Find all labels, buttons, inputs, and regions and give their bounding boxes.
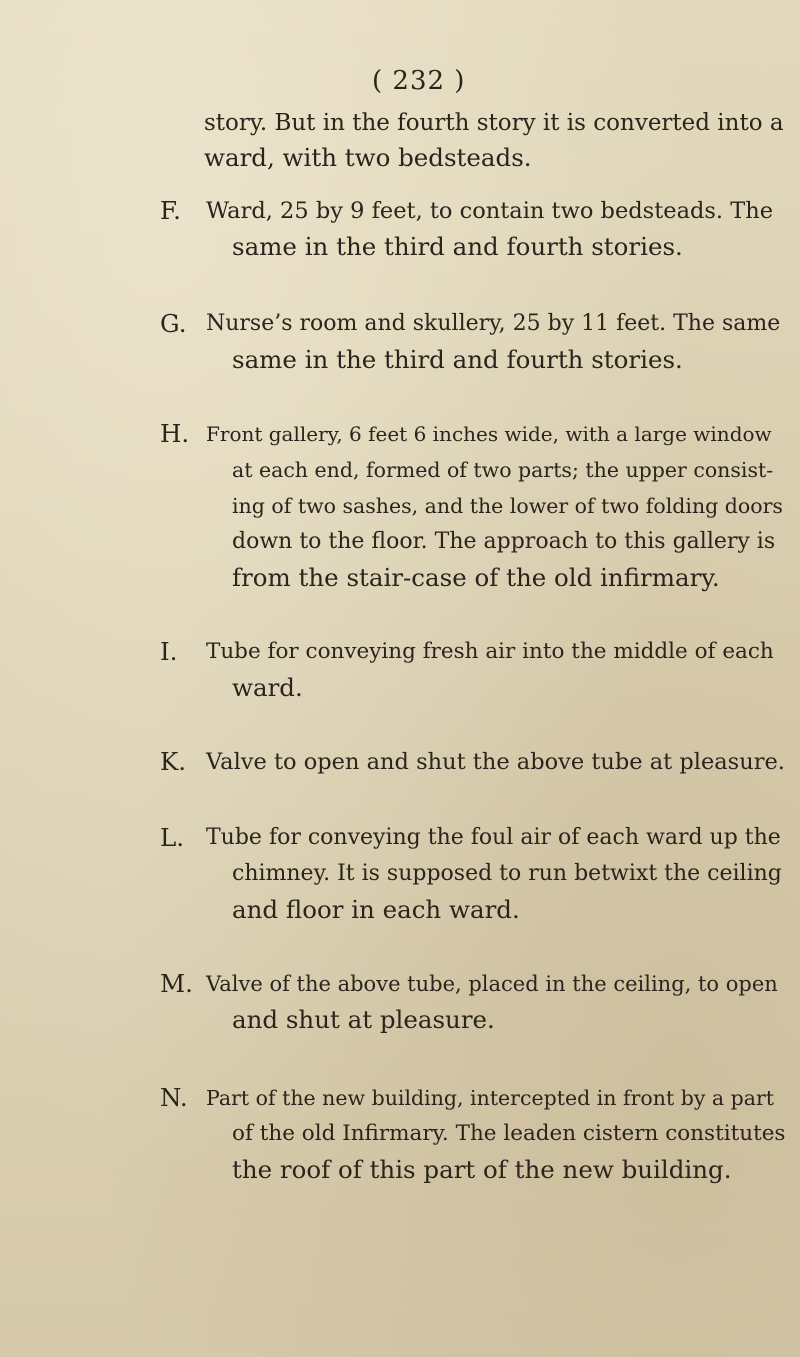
entry-letter-i: I. bbox=[160, 637, 178, 666]
entry-f-line-2: same in the third and fourth stories. bbox=[232, 232, 683, 261]
entry-h-line-1: Front gallery, 6 feet 6 inches wide, with a large window bbox=[206, 422, 772, 446]
page-number: ( 232 ) bbox=[372, 66, 466, 96]
entry-i-line-1: Tube for conveying fresh air into the middle of each bbox=[206, 639, 774, 664]
entry-letter-k: K. bbox=[160, 747, 187, 776]
entry-letter-f: F. bbox=[160, 196, 181, 225]
entry-l-line-1: Tube for conveying the foul air of each ward up the bbox=[206, 825, 781, 850]
entry-letter-g: G. bbox=[160, 309, 187, 338]
entry-i-line-2: ward. bbox=[232, 673, 303, 702]
entry-g-line-2: same in the third and fourth stories. bbox=[232, 345, 683, 374]
entry-letter-n: N. bbox=[160, 1083, 188, 1112]
entry-letter-m: M. bbox=[160, 969, 193, 998]
entry-m-line-1: Valve of the above tube, placed in the ceiling, to open bbox=[206, 972, 778, 996]
entry-k-line-1: Valve to open and shut the above tube at pleasure. bbox=[206, 749, 785, 775]
entry-h-line-5: from the stair-case of the old infirmary. bbox=[232, 563, 720, 592]
continuation-line-2: ward, with two bedsteads. bbox=[204, 143, 532, 172]
entry-g-line-1: Nurse’s room and skullery, 25 by 11 feet. The same bbox=[206, 311, 781, 336]
entry-letter-l: L. bbox=[160, 823, 185, 852]
entry-h-line-2: at each end, formed of two parts; the upper consist- bbox=[232, 458, 774, 482]
entry-letter-h: H. bbox=[160, 419, 190, 448]
entry-f-line-1: Ward, 25 by 9 feet, to contain two bedsteads. The bbox=[206, 198, 774, 224]
entry-h-line-3: ing of two sashes, and the lower of two folding doors bbox=[232, 494, 783, 518]
entry-m-line-2: and shut at pleasure. bbox=[232, 1005, 495, 1034]
entry-l-line-2: chimney. It is supposed to run betwixt the ceiling bbox=[232, 861, 782, 886]
entry-n-line-1: Part of the new building, intercepted in front by a part bbox=[206, 1086, 775, 1110]
entry-h-line-4: down to the floor. The approach to this gallery is bbox=[232, 529, 776, 554]
entry-n-line-2: of the old Infirmary. The leaden cistern constitutes bbox=[232, 1121, 786, 1146]
entry-n-line-3: the roof of this part of the new building. bbox=[232, 1155, 732, 1184]
continuation-line-1: story. But in the fourth story it is converted into a bbox=[204, 110, 784, 136]
entry-l-line-3: and floor in each ward. bbox=[232, 895, 520, 924]
